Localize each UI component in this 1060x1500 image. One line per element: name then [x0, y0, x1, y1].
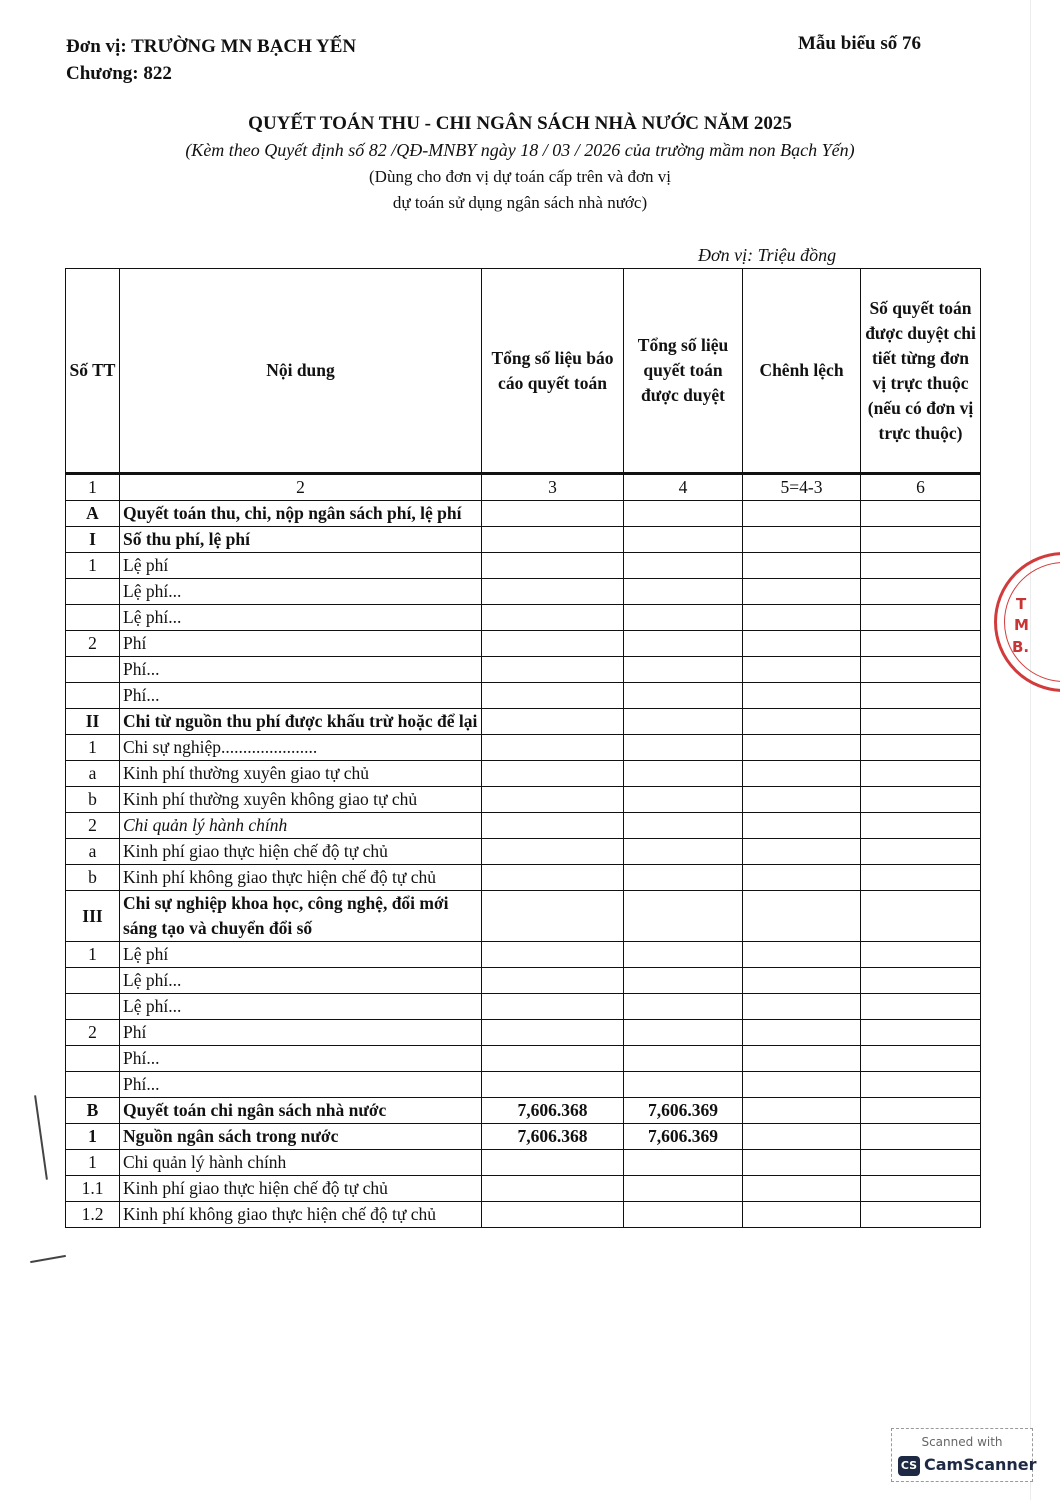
- row-reported: [482, 1046, 624, 1072]
- colnum-3: 3: [482, 474, 624, 501]
- row-reported: [482, 994, 624, 1020]
- row-approved: [624, 787, 743, 813]
- row-stt: II: [66, 709, 120, 735]
- row-difference: [743, 787, 861, 813]
- colnum-6: 6: [861, 474, 981, 501]
- row-content: Quyết toán chi ngân sách nhà nước: [120, 1098, 482, 1124]
- row-difference: [743, 735, 861, 761]
- row-detail: [861, 865, 981, 891]
- row-approved: [624, 527, 743, 553]
- table-row: [66, 527, 981, 553]
- row-content: Kinh phí giao thực hiện chế độ tự chủ: [120, 1176, 482, 1202]
- row-difference: [743, 657, 861, 683]
- row-reported: [482, 605, 624, 631]
- table-row: [66, 787, 981, 813]
- row-approved: 7,606.369: [624, 1098, 743, 1124]
- unit-line: [66, 36, 356, 58]
- row-approved: [624, 709, 743, 735]
- form-number: Mẫu biểu số 76: [798, 33, 921, 54]
- row-stt: b: [66, 787, 120, 813]
- row-approved: [624, 994, 743, 1020]
- row-detail: [861, 1176, 981, 1202]
- row-detail: [861, 657, 981, 683]
- row-detail: [861, 1150, 981, 1176]
- row-stt: [66, 683, 120, 709]
- row-detail: [861, 709, 981, 735]
- row-detail: [861, 968, 981, 994]
- row-approved: [624, 1202, 743, 1228]
- row-detail: [861, 761, 981, 787]
- row-difference: [743, 631, 861, 657]
- row-stt: b: [66, 865, 120, 891]
- row-reported: [482, 683, 624, 709]
- row-difference: [743, 709, 861, 735]
- row-reported: [482, 527, 624, 553]
- row-detail: [861, 942, 981, 968]
- row-approved: [624, 865, 743, 891]
- row-detail: [861, 501, 981, 527]
- table-row: [66, 761, 981, 787]
- table-row: [66, 1020, 981, 1046]
- document-subtitle: (Kèm theo Quyết định số 82 /QĐ-MNBY ngày 18 / 03 / 2026 của trường mầm non Bạch Yến): [185, 140, 855, 160]
- row-detail: [861, 891, 981, 942]
- row-approved: [624, 605, 743, 631]
- row-stt: 1: [66, 1150, 120, 1176]
- row-content: Phí: [120, 1020, 482, 1046]
- row-reported: [482, 1202, 624, 1228]
- unit-name: TRƯỜNG MN BẠCH YẾN: [131, 36, 357, 57]
- row-reported: [482, 657, 624, 683]
- camscanner-logo-icon: CS: [898, 1456, 920, 1476]
- row-difference: [743, 1150, 861, 1176]
- row-difference: [743, 553, 861, 579]
- row-stt: [66, 1046, 120, 1072]
- row-difference: [743, 813, 861, 839]
- table-row: [66, 813, 981, 839]
- header-reported: Tổng số liệu báo cáo quyết toán: [482, 269, 624, 474]
- row-difference: [743, 1098, 861, 1124]
- row-reported: [482, 839, 624, 865]
- row-reported: [482, 1020, 624, 1046]
- row-stt: 1: [66, 735, 120, 761]
- row-content: Kinh phí không giao thực hiện chế độ tự chủ: [120, 1202, 482, 1228]
- note-line-1: (Dùng cho đơn vị dự toán cấp trên và đơn vị: [369, 167, 671, 186]
- table-header-row: [66, 269, 981, 474]
- row-stt: a: [66, 761, 120, 787]
- unit-label: Đơn vị:: [66, 36, 127, 57]
- row-difference: [743, 1202, 861, 1228]
- table-row: [66, 891, 981, 942]
- row-detail: [861, 787, 981, 813]
- row-detail: [861, 813, 981, 839]
- row-stt: 1.2: [66, 1202, 120, 1228]
- table-row: [66, 553, 981, 579]
- row-detail: [861, 1020, 981, 1046]
- row-difference: [743, 942, 861, 968]
- currency-unit: Đơn vị: Triệu đồng: [698, 245, 837, 265]
- row-reported: [482, 501, 624, 527]
- table-row: [66, 605, 981, 631]
- header-approved: Tổng số liệu quyết toán được duyệt: [624, 269, 743, 474]
- header-content: Nội dung: [120, 269, 482, 474]
- table-row: [66, 942, 981, 968]
- row-content: Quyết toán thu, chi, nộp ngân sách phí, lệ phí: [120, 501, 482, 527]
- row-content: Lệ phí: [120, 942, 482, 968]
- scanned-with-label: Scanned with: [921, 1435, 1003, 1449]
- row-difference: [743, 761, 861, 787]
- column-number-row: [66, 474, 981, 501]
- table-row: [66, 1176, 981, 1202]
- row-difference: [743, 1176, 861, 1202]
- row-stt: [66, 1072, 120, 1098]
- row-stt: 2: [66, 631, 120, 657]
- row-content: Phí...: [120, 1046, 482, 1072]
- row-stt: a: [66, 839, 120, 865]
- stamp-fragment: M: [1014, 616, 1029, 634]
- row-reported: [482, 553, 624, 579]
- row-approved: [624, 1176, 743, 1202]
- row-stt: [66, 657, 120, 683]
- row-content: Kinh phí thường xuyên giao tự chủ: [120, 761, 482, 787]
- row-content: Lệ phí...: [120, 579, 482, 605]
- row-content: Chi quản lý hành chính: [120, 813, 482, 839]
- row-stt: B: [66, 1098, 120, 1124]
- row-approved: [624, 839, 743, 865]
- row-reported: [482, 1176, 624, 1202]
- row-content: Chi sự nghiệp......................: [120, 735, 482, 761]
- row-stt: 1: [66, 553, 120, 579]
- document-title: QUYẾT TOÁN THU - CHI NGÂN SÁCH NHÀ NƯỚC NĂM 2025: [248, 113, 792, 134]
- row-reported: 7,606.368: [482, 1124, 624, 1150]
- row-stt: 1: [66, 1124, 120, 1150]
- row-difference: [743, 501, 861, 527]
- chapter: Chương: 822: [66, 63, 172, 84]
- row-approved: [624, 1046, 743, 1072]
- row-content: Phí: [120, 631, 482, 657]
- row-difference: [743, 1020, 861, 1046]
- row-stt: 1.1: [66, 1176, 120, 1202]
- row-approved: [624, 657, 743, 683]
- header-difference: Chênh lệch: [743, 269, 861, 474]
- row-approved: [624, 1020, 743, 1046]
- row-content: Phí...: [120, 1072, 482, 1098]
- header-stt: Số TT: [66, 269, 120, 474]
- row-detail: [861, 1098, 981, 1124]
- row-difference: [743, 683, 861, 709]
- row-approved: [624, 1150, 743, 1176]
- table-row: [66, 839, 981, 865]
- table-row: [66, 579, 981, 605]
- row-reported: [482, 735, 624, 761]
- row-reported: [482, 787, 624, 813]
- row-approved: [624, 683, 743, 709]
- row-stt: I: [66, 527, 120, 553]
- camscanner-badge: [891, 1428, 1037, 1482]
- row-content: Lệ phí: [120, 553, 482, 579]
- row-reported: 7,606.368: [482, 1098, 624, 1124]
- colnum-5: 5=4-3: [743, 474, 861, 501]
- row-detail: [861, 605, 981, 631]
- row-reported: [482, 891, 624, 942]
- table-row: [66, 865, 981, 891]
- row-approved: [624, 761, 743, 787]
- table-row: [66, 501, 981, 527]
- note-line-2: dự toán sử dụng ngân sách nhà nước): [392, 193, 648, 212]
- row-stt: [66, 968, 120, 994]
- row-detail: [861, 1202, 981, 1228]
- row-reported: [482, 968, 624, 994]
- table-row: [66, 994, 981, 1020]
- table-row: [66, 1124, 981, 1150]
- row-difference: [743, 865, 861, 891]
- row-difference: [743, 605, 861, 631]
- row-detail: [861, 527, 981, 553]
- row-stt: 2: [66, 813, 120, 839]
- row-detail: [861, 735, 981, 761]
- row-approved: [624, 1072, 743, 1098]
- row-approved: [624, 631, 743, 657]
- row-content: Lệ phí...: [120, 994, 482, 1020]
- row-detail: [861, 553, 981, 579]
- row-approved: [624, 968, 743, 994]
- row-reported: [482, 1072, 624, 1098]
- row-approved: [624, 501, 743, 527]
- table-row: [66, 1202, 981, 1228]
- row-difference: [743, 839, 861, 865]
- row-content: Phí...: [120, 657, 482, 683]
- row-content: Nguồn ngân sách trong nước: [120, 1124, 482, 1150]
- row-difference: [743, 527, 861, 553]
- row-detail: [861, 631, 981, 657]
- row-stt: [66, 994, 120, 1020]
- colnum-2: 2: [120, 474, 482, 501]
- table-row: [66, 631, 981, 657]
- row-approved: [624, 735, 743, 761]
- row-approved: [624, 891, 743, 942]
- row-difference: [743, 1072, 861, 1098]
- stamp-fragment: T: [1016, 595, 1027, 613]
- row-difference: [743, 968, 861, 994]
- row-reported: [482, 631, 624, 657]
- row-approved: 7,606.369: [624, 1124, 743, 1150]
- row-stt: 2: [66, 1020, 120, 1046]
- budget-table: [65, 268, 981, 1228]
- row-reported: [482, 761, 624, 787]
- table-row: [66, 1046, 981, 1072]
- row-content: Lệ phí...: [120, 968, 482, 994]
- row-reported: [482, 813, 624, 839]
- table-row: [66, 683, 981, 709]
- row-content: Chi sự nghiệp khoa học, công nghệ, đổi mới sáng tạo và chuyển đổi số: [120, 891, 482, 942]
- row-reported: [482, 709, 624, 735]
- row-difference: [743, 1046, 861, 1072]
- header-detail: Số quyết toán được duyệt chi tiết từng đơn vị trực thuộc (nếu có đơn vị trực thuộc): [861, 269, 981, 474]
- table-row: [66, 735, 981, 761]
- row-detail: [861, 1046, 981, 1072]
- row-difference: [743, 994, 861, 1020]
- row-detail: [861, 683, 981, 709]
- table-row: [66, 1098, 981, 1124]
- row-detail: [861, 994, 981, 1020]
- row-stt: [66, 605, 120, 631]
- row-content: Kinh phí thường xuyên không giao tự chủ: [120, 787, 482, 813]
- camscanner-name: CamScanner: [924, 1455, 1037, 1474]
- row-detail: [861, 1124, 981, 1150]
- row-content: Kinh phí không giao thực hiện chế độ tự chủ: [120, 865, 482, 891]
- row-difference: [743, 579, 861, 605]
- official-stamp: [990, 550, 1060, 700]
- row-stt: III: [66, 891, 120, 942]
- row-approved: [624, 813, 743, 839]
- table-row: [66, 1150, 981, 1176]
- row-content: Phí...: [120, 683, 482, 709]
- row-approved: [624, 553, 743, 579]
- row-stt: A: [66, 501, 120, 527]
- table-row: [66, 657, 981, 683]
- row-difference: [743, 1124, 861, 1150]
- table-row: [66, 968, 981, 994]
- row-reported: [482, 579, 624, 605]
- row-difference: [743, 891, 861, 942]
- stamp-fragment: B.: [1012, 638, 1030, 656]
- colnum-4: 4: [624, 474, 743, 501]
- row-reported: [482, 865, 624, 891]
- row-content: Lệ phí...: [120, 605, 482, 631]
- colnum-1: 1: [66, 474, 120, 501]
- row-content: Chi từ nguồn thu phí được khấu trừ hoặc để lại: [120, 709, 482, 735]
- row-detail: [861, 1072, 981, 1098]
- row-reported: [482, 942, 624, 968]
- row-stt: [66, 579, 120, 605]
- table-row: [66, 709, 981, 735]
- row-stt: 1: [66, 942, 120, 968]
- row-content: Số thu phí, lệ phí: [120, 527, 482, 553]
- row-approved: [624, 579, 743, 605]
- row-content: Chi quản lý hành chính: [120, 1150, 482, 1176]
- row-detail: [861, 579, 981, 605]
- row-detail: [861, 839, 981, 865]
- table-row: [66, 1072, 981, 1098]
- row-approved: [624, 942, 743, 968]
- row-reported: [482, 1150, 624, 1176]
- row-content: Kinh phí giao thực hiện chế độ tự chủ: [120, 839, 482, 865]
